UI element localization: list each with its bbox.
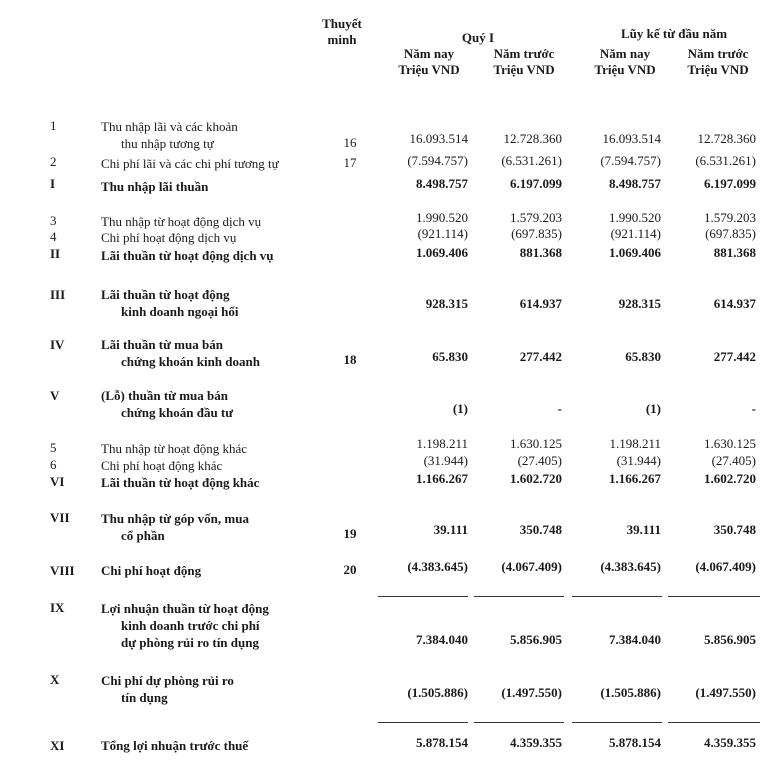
value-q-this-year: (1) <box>452 401 468 416</box>
row-description: Chi phí lãi và các chi phí tương tự <box>101 156 279 171</box>
row-code: 5 <box>50 440 57 455</box>
value-ytd-last-year: 12.728.360 <box>697 131 756 146</box>
value-ytd-last-year: 4.359.355 <box>704 735 756 750</box>
value-ytd-last-year: 6.197.099 <box>704 176 756 191</box>
row-note: 19 <box>343 526 357 541</box>
value-ytd-this-year: 1.990.520 <box>609 210 661 225</box>
value-q-last-year: 277.442 <box>519 349 562 364</box>
value-ytd-last-year: (1.497.550) <box>695 685 756 700</box>
value-ytd-this-year: (921.114) <box>610 226 661 241</box>
row-code: XI <box>50 738 65 753</box>
row-description: Chi phí hoạt động <box>101 563 202 578</box>
row-description: Thu nhập lãi thuần <box>101 179 209 194</box>
value-ytd-last-year: (4.067.409) <box>695 559 756 574</box>
row-description: Lợi nhuận thuần từ hoạt động kinh doanh trước chi phí dự phòng rủi ro tín dụng <box>101 601 269 650</box>
value-ytd-last-year: 1.630.125 <box>704 436 756 451</box>
row-description: (Lỗ) thuần từ mua bán chứng khoán đầu tư <box>101 388 234 420</box>
row-description: Lãi thuần từ hoạt động khác <box>101 475 260 490</box>
value-ytd-this-year: 16.093.514 <box>602 131 661 146</box>
row-description: Lãi thuần từ mua bán chứng khoán kinh doanh <box>101 337 260 369</box>
underline-rule <box>668 596 760 597</box>
value-ytd-this-year: (31.944) <box>616 453 661 468</box>
row-code: 4 <box>50 229 57 244</box>
value-q-last-year: (1.497.550) <box>501 685 562 700</box>
value-q-this-year: 928.315 <box>425 296 468 311</box>
value-ytd-last-year: - <box>751 401 756 416</box>
value-q-this-year: 8.498.757 <box>416 176 468 191</box>
value-ytd-last-year: 1.602.720 <box>704 471 756 486</box>
col-header-ytd-last-year: Năm trước Triệu VND <box>687 46 749 77</box>
value-ytd-this-year: 1.198.211 <box>609 436 661 451</box>
value-q-last-year: 881.368 <box>519 245 562 260</box>
row-code: X <box>50 672 60 687</box>
row-description: Thu nhập lãi và các khoản thu nhập tương tự <box>101 119 238 151</box>
value-q-this-year: 1.990.520 <box>416 210 468 225</box>
row-description: Chi phí dự phòng rủi ro tín dụng <box>101 673 234 705</box>
value-q-this-year: 7.384.040 <box>416 632 468 647</box>
underline-rule <box>668 722 760 723</box>
value-ytd-this-year: 39.111 <box>626 522 661 537</box>
value-ytd-this-year: 7.384.040 <box>609 632 661 647</box>
underline-rule <box>474 596 564 597</box>
row-code: 6 <box>50 457 57 472</box>
value-ytd-last-year: 5.856.905 <box>704 632 756 647</box>
underline-rule <box>572 596 662 597</box>
value-ytd-last-year: 350.748 <box>713 522 756 537</box>
value-q-this-year: 5.878.154 <box>416 735 468 750</box>
value-ytd-this-year: (1) <box>645 401 661 416</box>
value-q-this-year: 1.198.211 <box>416 436 468 451</box>
value-q-this-year: (921.114) <box>417 226 468 241</box>
row-code: VIII <box>50 563 75 578</box>
value-ytd-this-year: (1.505.886) <box>600 685 661 700</box>
ytd-group-header: Lũy kế từ đầu năm <box>620 26 728 41</box>
value-ytd-this-year: (4.383.645) <box>600 559 661 574</box>
value-q-last-year: (4.067.409) <box>501 559 562 574</box>
value-q-this-year: 16.093.514 <box>409 131 468 146</box>
row-code: VII <box>50 510 70 525</box>
value-q-this-year: 39.111 <box>433 522 468 537</box>
quarter-group-header: Quý I <box>461 30 495 45</box>
row-description: Lãi thuần từ hoạt động kinh doanh ngoại hối <box>101 287 239 319</box>
row-description: Thu nhập từ hoạt động dịch vụ <box>101 214 262 229</box>
value-q-last-year: (6.531.261) <box>501 153 562 168</box>
row-code: 2 <box>50 154 57 169</box>
value-q-this-year: (31.944) <box>423 453 468 468</box>
row-code: 3 <box>50 213 57 228</box>
row-description: Chi phí hoạt động khác <box>101 458 223 473</box>
col-header-ytd-this-year: Năm nay Triệu VND <box>594 46 656 77</box>
row-description: Chi phí hoạt động dịch vụ <box>101 230 237 245</box>
row-description: Tổng lợi nhuận trước thuế <box>101 738 249 753</box>
row-code: II <box>50 246 61 261</box>
row-code: IV <box>50 337 65 352</box>
value-q-this-year: 65.830 <box>432 349 468 364</box>
row-code: V <box>50 388 60 403</box>
row-code: I <box>50 176 56 191</box>
row-note: 17 <box>343 155 357 170</box>
value-ytd-last-year: (697.835) <box>705 226 756 241</box>
value-q-this-year: 1.166.267 <box>416 471 468 486</box>
row-description: Thu nhập từ góp vốn, mua cổ phần <box>101 511 249 543</box>
row-description: Thu nhập từ hoạt động khác <box>101 441 248 456</box>
row-code: III <box>50 287 66 302</box>
value-ytd-last-year: 614.937 <box>713 296 756 311</box>
value-q-last-year: 350.748 <box>519 522 562 537</box>
col-header-q-last-year: Năm trước Triệu VND <box>493 46 555 77</box>
value-ytd-this-year: 1.069.406 <box>609 245 661 260</box>
value-q-last-year: 1.630.125 <box>510 436 562 451</box>
row-code: 1 <box>50 118 57 133</box>
row-note: 16 <box>343 135 357 150</box>
underline-rule <box>378 722 468 723</box>
value-q-last-year: 614.937 <box>519 296 562 311</box>
value-q-last-year: 6.197.099 <box>510 176 562 191</box>
value-ytd-this-year: 65.830 <box>625 349 661 364</box>
value-q-this-year: (1.505.886) <box>407 685 468 700</box>
value-q-last-year: 1.602.720 <box>510 471 562 486</box>
value-q-this-year: 1.069.406 <box>416 245 468 260</box>
value-ytd-last-year: (6.531.261) <box>695 153 756 168</box>
value-ytd-last-year: 277.442 <box>713 349 756 364</box>
value-q-last-year: 12.728.360 <box>503 131 562 146</box>
value-ytd-last-year: 1.579.203 <box>704 210 756 225</box>
value-q-this-year: (4.383.645) <box>407 559 468 574</box>
row-description: Lãi thuần từ hoạt động dịch vụ <box>101 248 274 263</box>
row-note: 20 <box>343 562 357 577</box>
value-ytd-this-year: (7.594.757) <box>600 153 661 168</box>
col-header-q-this-year: Năm nay Triệu VND <box>398 46 460 77</box>
value-ytd-this-year: 1.166.267 <box>609 471 661 486</box>
underline-rule <box>474 722 564 723</box>
value-ytd-last-year: (27.405) <box>711 453 756 468</box>
value-q-last-year: 5.856.905 <box>510 632 562 647</box>
underline-rule <box>378 596 468 597</box>
row-code: IX <box>50 600 65 615</box>
value-ytd-last-year: 881.368 <box>713 245 756 260</box>
row-note: 18 <box>343 352 357 367</box>
value-ytd-this-year: 8.498.757 <box>609 176 661 191</box>
value-q-last-year: 1.579.203 <box>510 210 562 225</box>
value-q-last-year: (27.405) <box>517 453 562 468</box>
row-code: VI <box>50 474 65 489</box>
note-column-header: Thuyết minh <box>322 16 362 47</box>
value-q-this-year: (7.594.757) <box>407 153 468 168</box>
value-q-last-year: - <box>557 401 562 416</box>
underline-rule <box>572 722 662 723</box>
value-q-last-year: (697.835) <box>511 226 562 241</box>
value-ytd-this-year: 5.878.154 <box>609 735 661 750</box>
value-ytd-this-year: 928.315 <box>618 296 661 311</box>
value-q-last-year: 4.359.355 <box>510 735 562 750</box>
